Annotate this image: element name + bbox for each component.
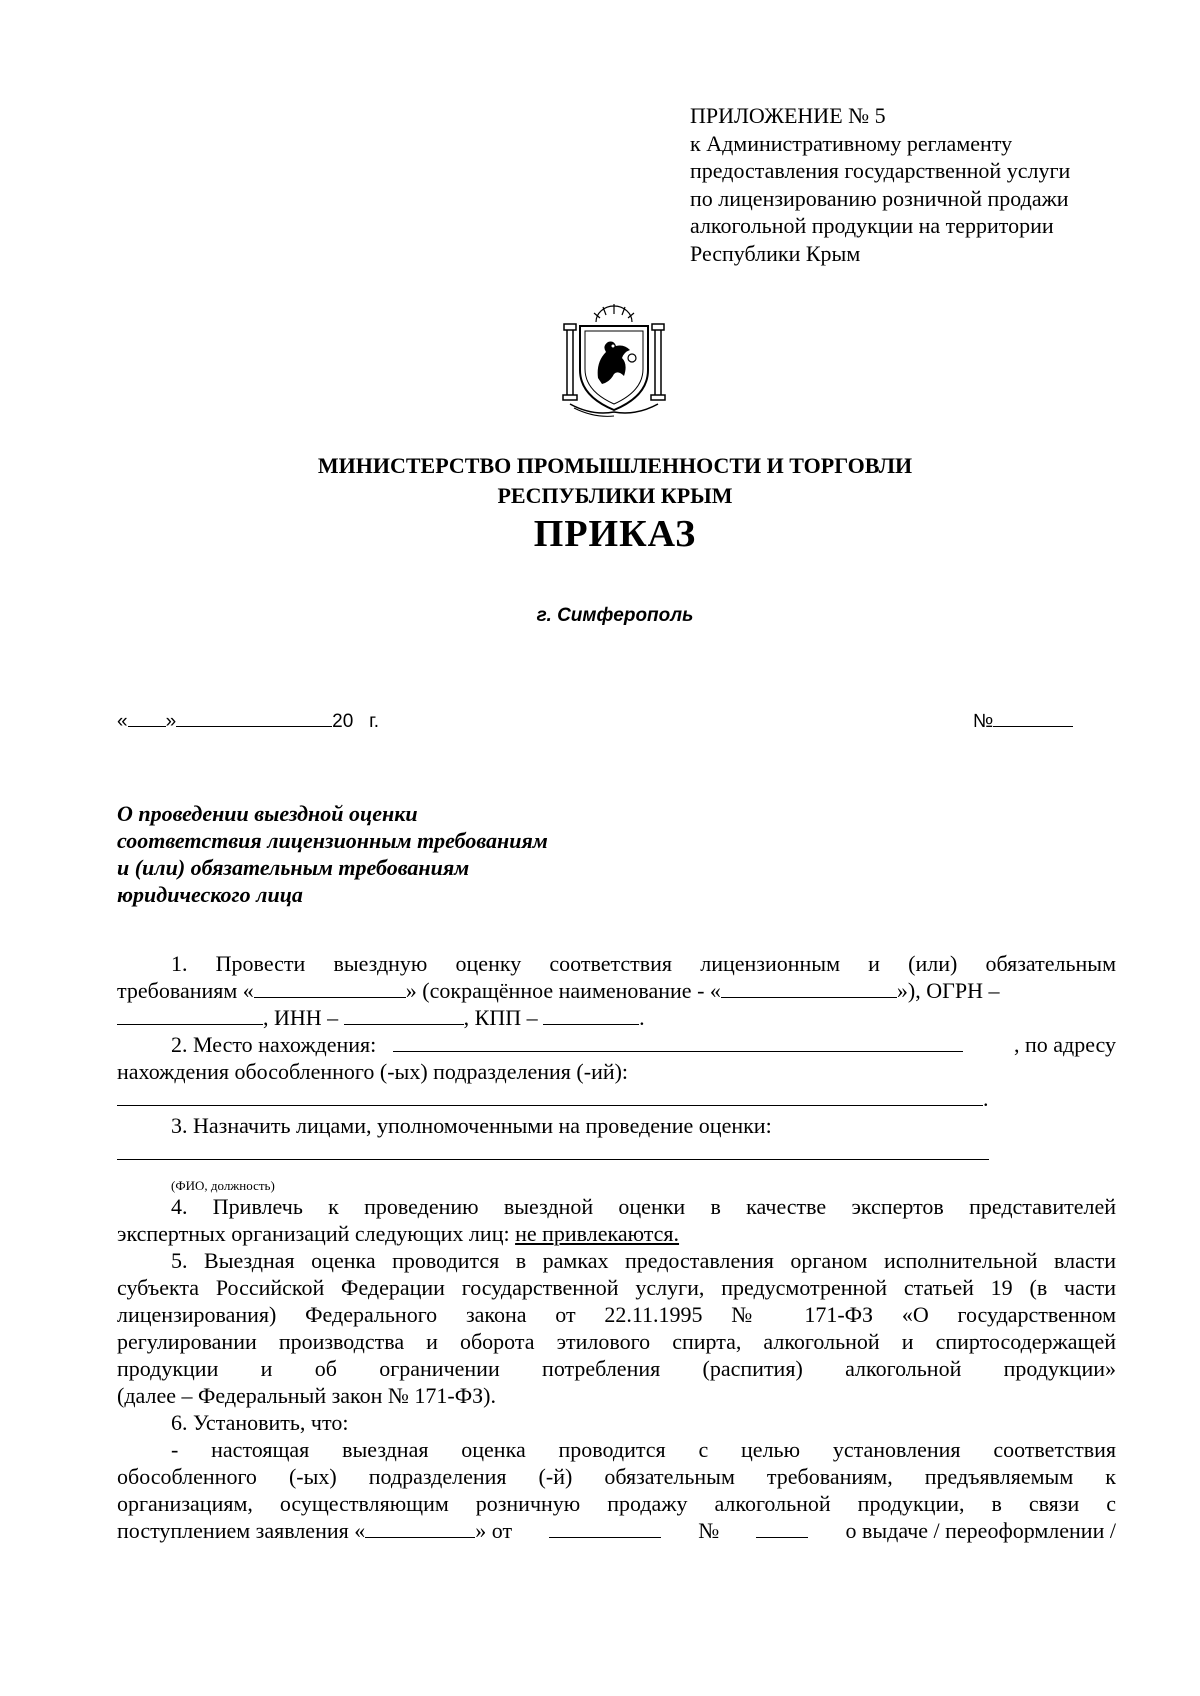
order-title: ПРИКАЗ	[533, 513, 697, 555]
p6-line2: - настоящая выездная оценка проводится с целью установления соответствия	[171, 1437, 1116, 1462]
p2-line2: нахождения обособленного (-ых) подразделения (-ий):	[117, 1059, 629, 1084]
appendix-block	[690, 102, 1070, 268]
p3-line2	[117, 1139, 1116, 1166]
appendix-line: предоставления государственной услуги	[690, 158, 1071, 184]
appendix-line: по лицензированию розничной продажи	[690, 185, 1069, 211]
subject-line: юридического лица	[117, 882, 303, 907]
appendix-line: к Административному регламенту	[690, 130, 1013, 156]
p2-line3	[117, 1085, 1116, 1112]
day-blank[interactable]	[128, 708, 166, 727]
inspectors-blank[interactable]	[117, 1143, 989, 1160]
subject-line: и (или) обязательным требованиям	[117, 855, 470, 880]
p5-line6: (далее – Федеральный закон № 171-ФЗ).	[117, 1383, 496, 1408]
p1-text: требованиям «	[117, 978, 254, 1003]
p3-caption: (ФИО, должность)	[171, 1178, 275, 1193]
date-line	[117, 708, 379, 733]
order-subject	[117, 800, 548, 908]
p1-line3	[117, 1004, 1116, 1031]
p6-line3: обособленного (-ых) подразделения (-й) обязательным требованиям, предъявляемым к	[117, 1464, 1116, 1489]
p1-text: .	[639, 1005, 645, 1030]
city-label: г. Симферополь	[536, 605, 694, 626]
order-number-blank[interactable]	[993, 708, 1073, 727]
p1-text: »), ОГРН –	[896, 978, 1000, 1003]
p5-line4: регулировании производства и оборота этилового спирта, алкогольной и спиртосодержащей	[117, 1329, 1116, 1354]
appendix-line: ПРИЛОЖЕНИЕ № 5	[690, 103, 886, 128]
order-number-line	[973, 708, 1073, 733]
p4-text: экспертных организаций следующих лиц:	[117, 1221, 510, 1246]
subject-line: О проведении выездной оценки	[117, 801, 418, 826]
experts-value: не привлекаются.	[515, 1221, 680, 1246]
p5-line1: 5. Выездная оценка проводится в рамках предоставления органом исполнительной власти	[171, 1248, 1116, 1273]
p2-text: , по адресу	[1013, 1032, 1116, 1057]
p2-text: .	[983, 1086, 989, 1111]
subdivision-address-blank[interactable]	[117, 1085, 983, 1106]
p6-text-d: о выдаче / переоформлении /	[845, 1518, 1116, 1543]
p1-line2	[117, 977, 1116, 1004]
appendix-line: алкогольной продукции на территории	[690, 213, 1054, 239]
date-close-quote: »	[165, 711, 177, 732]
ogrn-blank[interactable]	[117, 1004, 263, 1025]
subject-line: соответствия лицензионным требованиям	[117, 828, 548, 853]
p6-number-label: №	[698, 1518, 720, 1543]
p1-text: , КПП –	[463, 1005, 538, 1030]
application-date-blank[interactable]	[549, 1517, 661, 1538]
p6-text-b: » от	[475, 1518, 513, 1543]
p1-text: , ИНН –	[263, 1005, 339, 1030]
inn-blank[interactable]	[344, 1004, 464, 1025]
crimea-coat-of-arms-icon	[558, 300, 670, 418]
org-name-blank[interactable]	[254, 977, 406, 998]
date-open-quote: «	[117, 711, 128, 732]
p5-line2: субъекта Российской Федерации государственной услуги, предусмотренной статьей 19 (в части	[117, 1275, 1116, 1300]
kpp-blank[interactable]	[543, 1004, 639, 1025]
location-blank[interactable]	[393, 1031, 963, 1052]
p4-line1: 4. Привлечь к проведению выездной оценки в качестве экспертов представителей	[171, 1194, 1116, 1219]
short-name-blank[interactable]	[721, 977, 897, 998]
year-suffix: г.	[369, 711, 380, 732]
p2-line1	[117, 1031, 1116, 1058]
p6-line4: организациям, осуществляющим розничную продажу алкогольной продукции, в связи с	[117, 1491, 1116, 1516]
p1-text: » (сокращённое наименование - «	[405, 978, 721, 1003]
application-number-blank[interactable]	[756, 1517, 808, 1538]
ministry-title-line1: МИНИСТЕРСТВО ПРОМЫШЛЕННОСТИ И ТОРГОВЛИ	[317, 453, 913, 478]
p6-text-a: поступлением заявления «	[117, 1518, 366, 1543]
p6-line1: 6. Установить, что:	[171, 1410, 349, 1435]
p3-line1: 3. Назначить лицами, уполномоченными на проведение оценки:	[171, 1113, 772, 1138]
application-blank[interactable]	[365, 1517, 475, 1538]
p6-text	[117, 1517, 512, 1544]
appendix-line: Республики Крым	[690, 240, 861, 266]
ministry-title-line2: РЕСПУБЛИКИ КРЫМ	[497, 483, 733, 508]
p6-line5	[117, 1517, 1116, 1544]
p4-line2	[117, 1220, 1116, 1247]
p1-line1: 1. Провести выездную оценку соответствия лицензионным и (или) обязательным	[171, 951, 1116, 976]
p5-line5: продукции и об ограничении потребления (распития) алкогольной продукции»	[117, 1356, 1116, 1381]
number-label: №	[973, 711, 994, 732]
year-prefix: 20	[332, 711, 354, 732]
p5-line3: лицензирования) Федерального закона от 22.11.1995 № 171-ФЗ «О государственном	[117, 1302, 1116, 1327]
p2-text: 2. Место нахождения:	[171, 1032, 377, 1057]
month-blank[interactable]	[176, 708, 332, 727]
